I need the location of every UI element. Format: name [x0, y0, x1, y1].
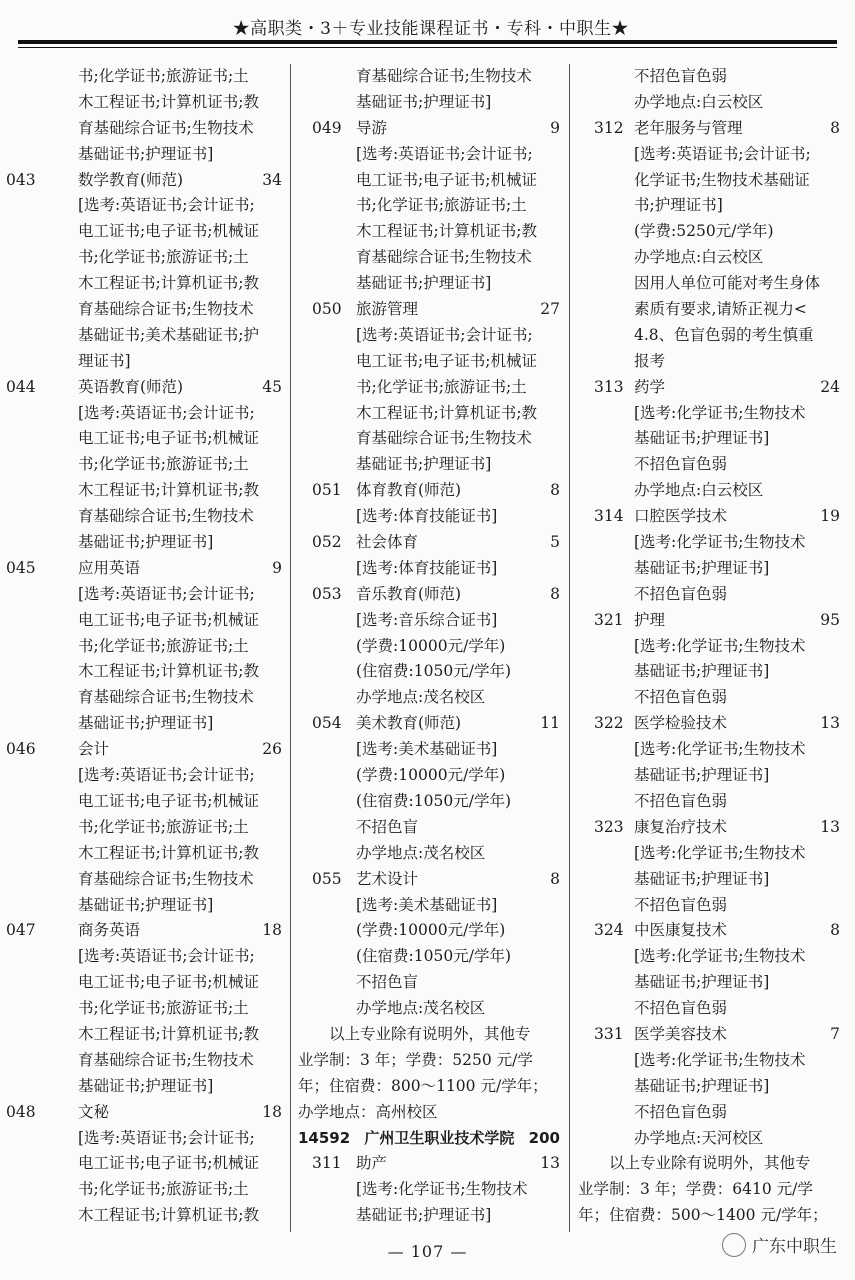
- major-quota: 8: [550, 584, 560, 603]
- major-row: [298, 711, 560, 737]
- entry-detail-line: 4.8、色盲色弱的考生慎重: [634, 325, 814, 344]
- major-quota: 13: [820, 714, 840, 733]
- page-header: [0, 0, 855, 46]
- column-divider: [290, 64, 291, 1232]
- major-code: 323: [594, 817, 624, 836]
- major-row: [6, 168, 282, 194]
- entry-detail-line: 木工程证书;计算机证书;教: [78, 1206, 259, 1225]
- entry-detail-line: 不招色盲: [356, 817, 419, 836]
- note-paragraph: [578, 1151, 840, 1229]
- entry-detail-line: 木工程证书;计算机证书;教: [78, 1024, 259, 1043]
- entry-detail-line: 书;化学证书;旅游证书;土: [78, 1180, 249, 1199]
- entry-detail-line: [选考:化学证书;生物技术: [634, 843, 806, 862]
- entry-detail-line: 基础证书;护理证书]: [356, 455, 492, 474]
- entry-detail-line: 办学地点:茂名校区: [356, 688, 486, 707]
- major-code: 052: [312, 533, 342, 552]
- major-code: 324: [594, 921, 624, 940]
- major-name: 商务英语: [78, 921, 141, 940]
- major-quota: 7: [830, 1024, 840, 1043]
- major-name: 旅游管理: [356, 300, 419, 319]
- header-rule-thick: [18, 40, 837, 44]
- entry-detail-line: 基础证书;美术基础证书;护: [78, 325, 259, 344]
- note-line: 年；住宿费：500～1400 元/学年；: [578, 1206, 828, 1225]
- entry-detail-line: 书;化学证书;旅游证书;土: [78, 636, 249, 655]
- note-line: 业学制：3 年；学费：5250 元/学: [298, 1050, 533, 1069]
- entry-detail-line: 电工证书;电子证书;机械证: [78, 222, 259, 241]
- institution-name: 广州卫生职业技术学院: [364, 1128, 515, 1147]
- major-quota: 45: [262, 377, 282, 396]
- entry-detail-line: 育基础综合证书;生物技术: [78, 300, 254, 319]
- major-quota: 8: [550, 481, 560, 500]
- major-name: 会计: [78, 740, 110, 759]
- major-row: [578, 711, 840, 737]
- major-row: [298, 582, 560, 608]
- wechat-icon: [722, 1233, 746, 1257]
- entry-detail-line: [选考:英语证书;会计证书;: [78, 584, 255, 603]
- watermark-text: 广东中职生: [752, 1237, 837, 1257]
- major-code: 044: [6, 377, 36, 396]
- entry-detail-line: 基础证书;护理证书]: [634, 973, 770, 992]
- entry-detail-line: (学费:5250元/学年): [634, 222, 774, 241]
- entry-detail-line: 化学证书;生物技术基础证: [634, 170, 810, 189]
- entry-detail-line: 不招色盲色弱: [634, 1102, 728, 1121]
- entry-detail-line: 基础证书;护理证书]: [78, 533, 214, 552]
- major-quota: 13: [820, 817, 840, 836]
- entry-detail-line: 基础证书;护理证书]: [356, 274, 492, 293]
- note-line: 年；住宿费：800～1100 元/学年；: [298, 1076, 548, 1095]
- entry-detail-line: 基础证书;护理证书]: [634, 558, 770, 577]
- major-quota: 18: [262, 921, 282, 940]
- entry-detail-line: 书;化学证书;旅游证书;土: [78, 248, 249, 267]
- major-row: [578, 608, 840, 634]
- entry-detail-line: [选考:英语证书;会计证书;: [78, 403, 255, 422]
- entry-detail-line: 木工程证书;计算机证书;教: [78, 662, 259, 681]
- entry-detail-line: [选考:体育技能证书]: [356, 558, 498, 577]
- entry-detail-line: 木工程证书;计算机证书;教: [78, 481, 259, 500]
- major-name: 康复治疗技术: [634, 817, 728, 836]
- entry-detail-line: (学费:10000元/学年): [356, 921, 506, 940]
- note-line: 办学地点：高州校区: [298, 1102, 438, 1121]
- entry-detail-line: [选考:英语证书;会计证书;: [356, 325, 533, 344]
- entry-detail-line: 书;化学证书;旅游证书;土: [78, 999, 249, 1018]
- entry-detail-line: 办学地点:白云校区: [634, 481, 764, 500]
- major-code: 322: [594, 714, 624, 733]
- entry-detail-line: (住宿费:1050元/学年): [356, 791, 511, 810]
- major-quota: 13: [540, 1154, 560, 1173]
- entry-detail-line: 不招色盲色弱: [634, 688, 728, 707]
- major-name: 助产: [356, 1154, 388, 1173]
- entry-detail-line: 育基础综合证书;生物技术: [78, 507, 254, 526]
- major-row: [578, 504, 840, 530]
- entry-detail-line: 基础证书;护理证书]: [356, 92, 492, 111]
- entry-detail-line: 书;化学证书;旅游证书;土: [78, 455, 249, 474]
- major-quota: 34: [262, 170, 282, 189]
- major-name: 医学美容技术: [634, 1024, 728, 1043]
- major-name: 应用英语: [78, 558, 141, 577]
- major-row: [578, 815, 840, 841]
- entry-detail-line: (住宿费:1050元/学年): [356, 947, 511, 966]
- entry-detail-line: (学费:10000元/学年): [356, 766, 506, 785]
- entry-detail-line: [选考:体育技能证书]: [356, 507, 498, 526]
- major-row: [6, 1100, 282, 1126]
- entry-detail-line: [选考:英语证书;会计证书;: [78, 766, 255, 785]
- entry-detail-line: (住宿费:1050元/学年): [356, 662, 511, 681]
- entry-detail-line: [选考:化学证书;生物技术: [634, 740, 806, 759]
- entry-detail-line: [选考:音乐综合证书]: [356, 610, 498, 629]
- major-code: 331: [594, 1024, 624, 1043]
- entry-detail-line: 木工程证书;计算机证书;教: [356, 222, 537, 241]
- column-divider: [569, 64, 570, 1232]
- entry-detail-line: 电工证书;电子证书;机械证: [356, 351, 537, 370]
- major-name: 文秘: [78, 1102, 110, 1121]
- major-row: [578, 116, 840, 142]
- major-code: 046: [6, 740, 36, 759]
- entry-detail-line: 不招色盲色弱: [634, 455, 728, 474]
- major-row: [298, 116, 560, 142]
- entry-detail-line: 书;化学证书;旅游证书;土: [356, 377, 527, 396]
- entry-detail-line: [选考:英语证书;会计证书;: [78, 196, 255, 215]
- entry-detail-line: [选考:英语证书;会计证书;: [78, 1128, 255, 1147]
- entry-detail-line: 理证书]: [78, 351, 131, 370]
- entry-detail-line: 育基础综合证书;生物技术: [356, 429, 532, 448]
- major-quota: 24: [820, 377, 840, 396]
- major-code: 311: [312, 1154, 342, 1173]
- entry-detail-line: [选考:英语证书;会计证书;: [78, 947, 255, 966]
- major-row: [298, 530, 560, 556]
- entry-detail-line: 电工证书;电子证书;机械证: [78, 791, 259, 810]
- entry-detail-line: 不招色盲: [356, 973, 419, 992]
- entry-detail-line: [选考:英语证书;会计证书;: [356, 144, 533, 163]
- major-name: 数学教育(师范): [78, 170, 184, 189]
- entry-detail-line: 基础证书;护理证书]: [634, 869, 770, 888]
- major-row: [298, 867, 560, 893]
- header-rule-thin: [18, 47, 837, 48]
- entry-detail-line: 书;护理证书]: [634, 196, 723, 215]
- entry-detail-line: 基础证书;护理证书]: [634, 429, 770, 448]
- entry-detail-line: 电工证书;电子证书;机械证: [78, 610, 259, 629]
- entry-detail-line: [选考:美术基础证书]: [356, 895, 498, 914]
- entry-detail-line: [选考:英语证书;会计证书;: [634, 144, 811, 163]
- entry-detail-line: 木工程证书;计算机证书;教: [356, 403, 537, 422]
- column-3: [578, 64, 840, 1229]
- major-code: 313: [594, 377, 624, 396]
- entry-detail-line: 办学地点:茂名校区: [356, 999, 486, 1018]
- entry-detail-line: 育基础综合证书;生物技术: [78, 869, 254, 888]
- major-code: 314: [594, 507, 624, 526]
- major-code: 051: [312, 481, 342, 500]
- major-quota: 9: [272, 558, 282, 577]
- entry-detail-line: 因用人单位可能对考生身体: [634, 274, 821, 293]
- entry-detail-line: 办学地点:白云校区: [634, 248, 764, 267]
- note-line: 以上专业除有说明外，其他专: [329, 1024, 531, 1043]
- major-quota: 5: [550, 533, 560, 552]
- entry-detail-line: 书;化学证书;旅游证书;土: [78, 817, 249, 836]
- major-name: 药学: [634, 377, 666, 396]
- major-code: 045: [6, 558, 36, 577]
- major-name: 社会体育: [356, 533, 419, 552]
- entry-detail-line: 基础证书;护理证书]: [78, 1076, 214, 1095]
- header-title: ★高职类・3＋专业技能课程证书・专科・中职生★: [232, 19, 629, 39]
- entry-detail-line: 基础证书;护理证书]: [78, 144, 214, 163]
- entry-detail-line: 电工证书;电子证书;机械证: [78, 973, 259, 992]
- major-quota: 19: [820, 507, 840, 526]
- major-code: 050: [312, 300, 342, 319]
- major-quota: 8: [830, 921, 840, 940]
- major-name: 护理: [634, 610, 666, 629]
- entry-detail-line: [选考:化学证书;生物技术: [634, 403, 806, 422]
- entry-detail-line: 基础证书;护理证书]: [634, 662, 770, 681]
- entry-detail-line: 素质有要求,请矫正视力<: [634, 300, 807, 319]
- entry-detail-line: 基础证书;护理证书]: [78, 714, 214, 733]
- institution-code: 14592: [298, 1128, 351, 1147]
- note-line: 以上专业除有说明外，其他专: [609, 1154, 811, 1173]
- major-code: 321: [594, 610, 624, 629]
- page-number: — 107 —: [387, 1242, 468, 1261]
- institution-quota: 200: [528, 1128, 560, 1147]
- major-row: [6, 375, 282, 401]
- major-quota: 18: [262, 1102, 282, 1121]
- major-name: 艺术设计: [356, 869, 419, 888]
- major-row: [298, 478, 560, 504]
- major-row: [578, 1022, 840, 1048]
- major-code: 047: [6, 921, 36, 940]
- entry-detail-line: 育基础综合证书;生物技术: [356, 248, 532, 267]
- column-1: [6, 64, 282, 1229]
- entry-detail-line: [选考:化学证书;生物技术: [356, 1180, 528, 1199]
- major-quota: 11: [540, 714, 560, 733]
- watermark: [722, 1232, 837, 1257]
- entry-detail-line: [选考:化学证书;生物技术: [634, 533, 806, 552]
- entry-detail-line: 育基础综合证书;生物技术: [78, 1050, 254, 1069]
- entry-detail-line: 木工程证书;计算机证书;教: [78, 843, 259, 862]
- entry-detail-line: 电工证书;电子证书;机械证: [78, 1154, 259, 1173]
- major-name: 医学检验技术: [634, 714, 728, 733]
- major-quota: 27: [540, 300, 560, 319]
- major-quota: 26: [262, 740, 282, 759]
- major-row: [6, 737, 282, 763]
- major-code: 049: [312, 118, 342, 137]
- entry-detail-line: 木工程证书;计算机证书;教: [78, 274, 259, 293]
- major-name: 中医康复技术: [634, 921, 728, 940]
- entry-detail-line: [选考:美术基础证书]: [356, 740, 498, 759]
- major-code: 048: [6, 1102, 36, 1121]
- major-quota: 9: [550, 118, 560, 137]
- major-code: 312: [594, 118, 624, 137]
- major-name: 口腔医学技术: [634, 507, 728, 526]
- major-name: 英语教育(师范): [78, 377, 184, 396]
- entry-detail-line: 办学地点:茂名校区: [356, 843, 486, 862]
- entry-detail-line: 育基础综合证书;生物技术: [78, 688, 254, 707]
- entry-detail-line: 育基础综合证书;生物技术: [356, 67, 532, 85]
- major-row: [6, 918, 282, 944]
- major-row: [298, 297, 560, 323]
- entry-detail-line: 办学地点:白云校区: [634, 92, 764, 111]
- note-line: 业学制：3 年；学费：6410 元/学: [578, 1180, 813, 1199]
- entry-detail-line: 不招色盲色弱: [634, 67, 728, 85]
- entry-detail-line: 电工证书;电子证书;机械证: [78, 429, 259, 448]
- entry-detail-line: 不招色盲色弱: [634, 584, 728, 603]
- column-2: [298, 64, 560, 1229]
- major-quota: 8: [830, 118, 840, 137]
- entry-detail-line: 木工程证书;计算机证书;教: [78, 92, 259, 111]
- entry-detail-line: 报考: [634, 351, 666, 370]
- entry-detail-line: 基础证书;护理证书]: [78, 895, 214, 914]
- major-name: 导游: [356, 118, 388, 137]
- major-code: 043: [6, 170, 36, 189]
- entry-detail-line: [选考:化学证书;生物技术: [634, 1050, 806, 1069]
- entry-detail-line: 办学地点:天河校区: [634, 1128, 764, 1147]
- major-row: [578, 375, 840, 401]
- major-row: [6, 556, 282, 582]
- major-name: 音乐教育(师范): [356, 584, 462, 603]
- entry-detail-line: 电工证书;电子证书;机械证: [356, 170, 537, 189]
- entry-detail-line: 书;化学证书;旅游证书;土: [78, 67, 249, 85]
- entry-detail-line: [选考:化学证书;生物技术: [634, 947, 806, 966]
- entry-detail-line: 不招色盲色弱: [634, 791, 728, 810]
- major-code: 055: [312, 869, 342, 888]
- major-quota: 8: [550, 869, 560, 888]
- major-quota: 95: [820, 610, 840, 629]
- entry-detail-line: 书;化学证书;旅游证书;土: [356, 196, 527, 215]
- major-name: 美术教育(师范): [356, 714, 462, 733]
- major-row: [578, 918, 840, 944]
- note-paragraph: [298, 1022, 560, 1126]
- entry-detail-line: 基础证书;护理证书]: [356, 1206, 492, 1225]
- entry-detail-line: 基础证书;护理证书]: [634, 766, 770, 785]
- major-code: 054: [312, 714, 342, 733]
- major-row: [298, 1151, 560, 1177]
- institution-row: [298, 1126, 560, 1152]
- entry-detail-line: 育基础综合证书;生物技术: [78, 118, 254, 137]
- entry-detail-line: 不招色盲色弱: [634, 895, 728, 914]
- entry-detail-line: [选考:化学证书;生物技术: [634, 636, 806, 655]
- entry-detail-line: (学费:10000元/学年): [356, 636, 506, 655]
- major-code: 053: [312, 584, 342, 603]
- entry-detail-line: 基础证书;护理证书]: [634, 1076, 770, 1095]
- entry-detail-line: 不招色盲色弱: [634, 999, 728, 1018]
- major-name: 体育教育(师范): [356, 481, 462, 500]
- major-name: 老年服务与管理: [634, 118, 743, 137]
